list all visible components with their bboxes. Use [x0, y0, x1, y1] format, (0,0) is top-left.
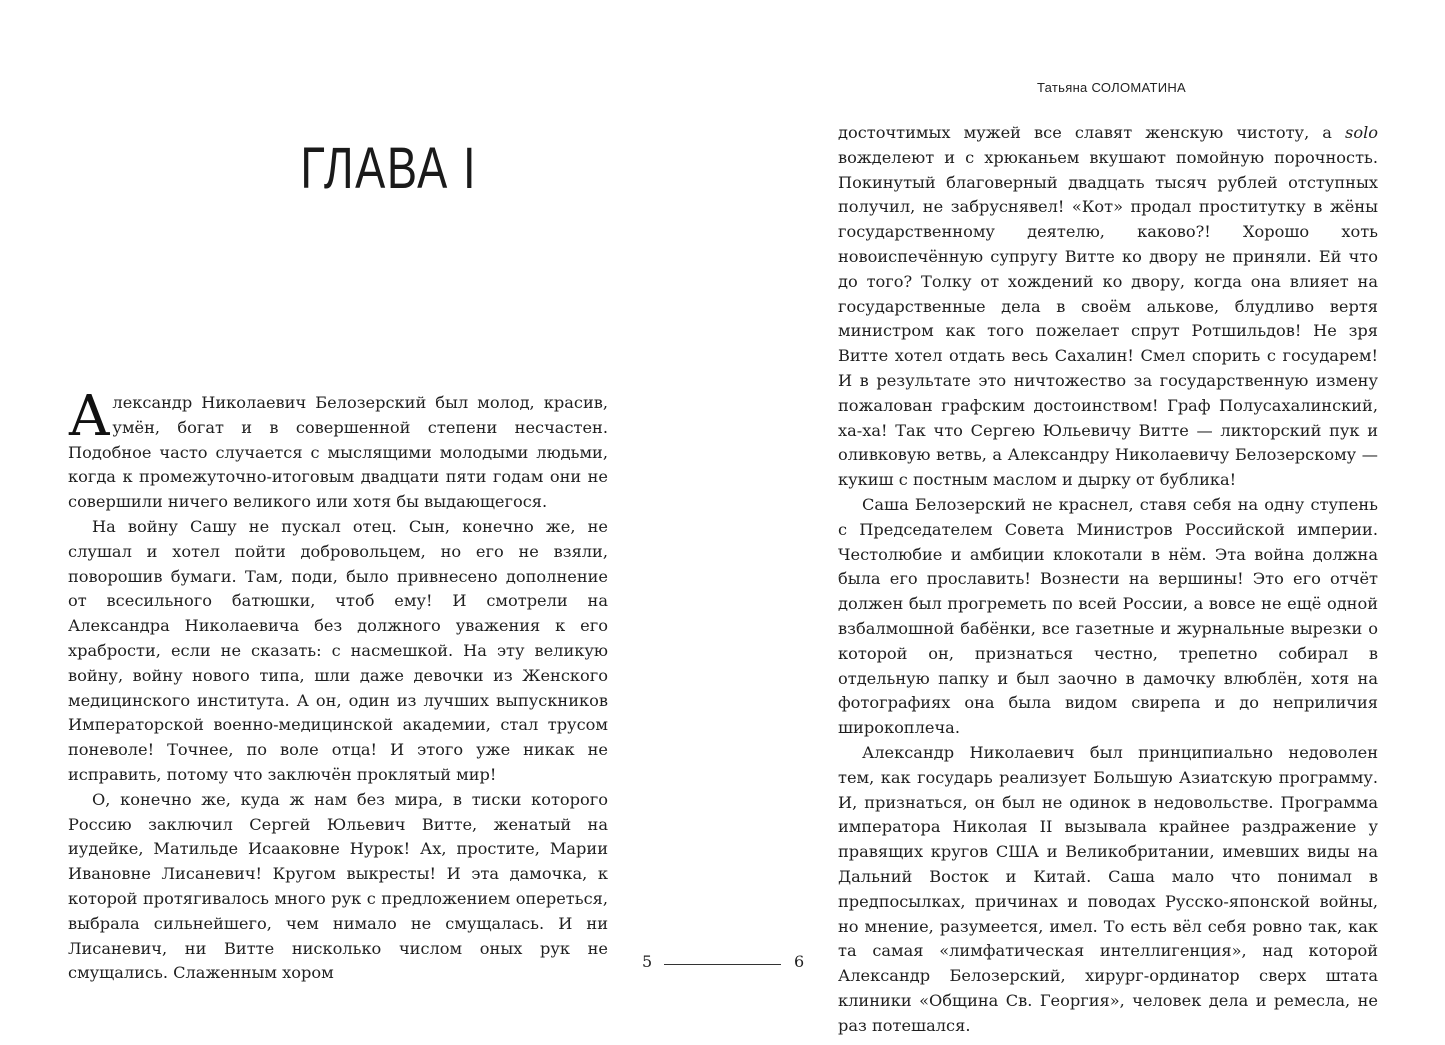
paragraph [838, 121, 1378, 493]
italic-word: solo [1345, 123, 1378, 142]
chapter-title: ГЛАВА I [300, 136, 478, 201]
page-number-right: 6 [794, 952, 805, 971]
right-page-text [838, 121, 1378, 1038]
running-head: Татьяна СОЛОМАТИНА [1037, 80, 1187, 95]
paragraph: О, конечно же, куда ж нам без мира, в тиски которого Россию заключил Сергей Юльевич Витте, женатый на иудейке, Матильде Исааковне Нурок! Ах, простите, Марии Ивановне Лисаневич! Кругом выкресты! И эта дамочка, к которой протягивалось много рук с предложением опереться, выбрала сильнейшего, чем нимало не смущалась. И ни Лисаневич, ни Витте нисколько числом оных рук не смущались. Слаженным хором [68, 789, 608, 983]
folio-divider [664, 964, 781, 965]
paragraph-text: досточтимых мужей все славят женскую чистоту, а [838, 123, 1346, 142]
left-page-text [68, 384, 608, 986]
right-page [722, 0, 1445, 1045]
paragraph: Александр Николаевич был принципиально недоволен тем, как государь реализует Большую Азиатскую программу. И, признаться, он был не одинок в недовольстве. Программа императора Николая II вызывала крайнее раздражение у правящих кругов США и Великобритании, имевших виды на Дальний Восток и Китай. Саша мало что понимал в предпосылках, причинах и поводах Русско-японской войны, но мнение, разумеется, имел. То есть вёл себя ровно так, как та самая «лимфатическая интеллигенция», над которой Александр Белозерский, хирург-ординатор сверх штата клиники «Община Св. Георгия», человек дела и ремесла, не раз потешался. [838, 742, 1378, 1035]
paragraph-text: лександр Николаевич Белозерский был молод, красив, умён, богат и в совершенной степени несчастен. Подобное часто случается с мыслящими молодыми людьми, когда к промежуточно-итоговым двадцати пяти годам они не совершили ничего великого или хотя бы выдающегося. [68, 393, 608, 512]
paragraph: Саша Белозерский не краснел, ставя себя на одну ступень с Председателем Совета Министров Российской империи. Честолюбие и амбиции клокотали в нём. Эта война должна была его прославить! Вознести на вершины! Это его отчёт должен был прогреметь по всей России, а вовсе не ещё одной взбалмошной бабёнки, все газетные и журнальные вырезки о которой он, признаться честно, трепетно собирал в отдельную папку и был заочно в дамочку влюблён, хотя на фотографиях она была видом свирепа и до неприличия широкоплеча. [838, 494, 1378, 738]
page-number-left: 5 [642, 952, 653, 971]
paragraph-text: вожделеют и с хрюканьем вкушают помойную порочность. Покинутый благоверный двадцать тысяч рублей отступных получил, не забруснявел! «Кот» продал проститутку в жёны государственному деятелю, каково?! Хорошо хоть новоиспечённую супругу Витте ко двору не приняли. Ей что до того? Толку от хождений ко двору, когда она влияет на государственные дела в своём алькове, блудливо вертя министром как того пожелает спрут Ротшильдов! Не зря Витте хотел отдать весь Сахалин! Смел спорить с государем! И в результате это ничтожество за государственную измену пожалован графским достоинством! Граф Полусахалинский, ха-ха! Так что Сергею Юльевичу Витте — ликторский пук и оливковую ветвь, а Александру Николаевичу Белозерскому — кукиш с постным маслом и дырку от бублика! [838, 147, 1378, 490]
drop-cap: А [68, 384, 111, 449]
left-page [0, 0, 722, 1045]
paragraph [68, 384, 608, 515]
paragraph: На войну Сашу не пускал отец. Сын, конечно же, не слушал и хотел пойти добровольцем, но его не взяли, поворошив бумаги. Там, поди, было привнесено дополнение от всесильного батюшки, чтоб ему! И смотрели на Александра Николаевича без должного уважения к его храбрости, если не сказать: с насмешкой. На эту великую войну, войну нового типа, шли даже девочки из Женского медицинского института. А он, один из лучших выпускников Императорской военно-медицинской академии, стал трусом поневоле! Точнее, по воле отца! И этого уже никак не исправить, потому что заключён проклятый мир! [68, 516, 608, 784]
folio-row [0, 950, 1445, 974]
